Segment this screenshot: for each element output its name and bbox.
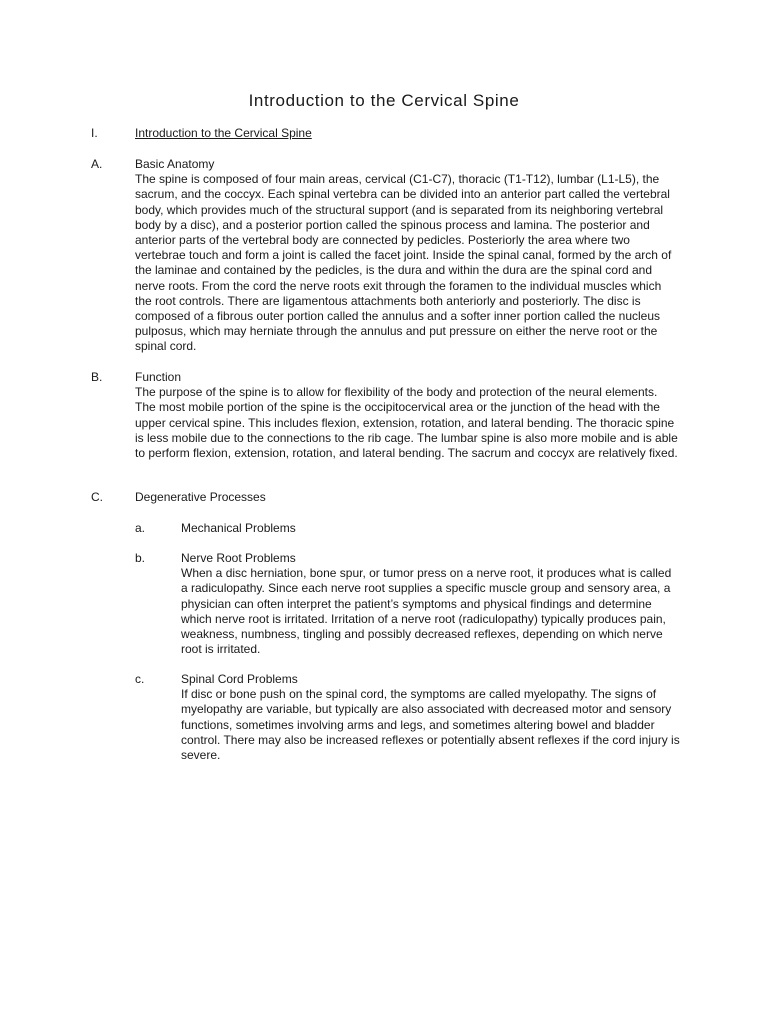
section-i-heading: Introduction to the Cervical Spine xyxy=(135,126,312,140)
sub-a-marker: a. xyxy=(135,521,146,535)
sub-b-body: When a disc herniation, bone spur, or tumor press on a nerve root, it produces what is called a radiculopathy. Since each nerve root supplies a specific muscle group and sensory area, a physician can often interpret the patient’s symptoms and physical findings and determine which nerve root is irritated. Irritation of a nerve root (radiculopathy) typically produces pain, weakness, numbness, tingling and possibly decreased reflexes, depending on which nerve root is irritated. xyxy=(181,566,672,657)
section-b-marker: B. xyxy=(91,370,103,384)
section-c-heading: Degenerative Processes xyxy=(135,490,266,504)
sub-c-body: If disc or bone push on the spinal cord, the symptoms are called myelopathy. The signs of myelopathy are variable, but typically are also associated with decreased motor and sensory functions, sometimes involving arms and legs, and sometimes altering bowel and bladder control. There may also be increased reflexes or potentially absent reflexes if the cord injury is severe. xyxy=(181,687,680,763)
section-c-marker: C. xyxy=(91,490,103,504)
sub-c-heading: Spinal Cord Problems xyxy=(181,672,298,686)
sub-c xyxy=(181,672,681,763)
section-a-body: The spine is composed of four main areas, cervical (C1-C7), thoracic (T1-T12), lumbar (L1-L5), the sacrum, and the coccyx. Each spinal vertebra can be divided into an anterior part called the vertebral body, which provides much of the structural support (and is separated from its neighboring vertebral body by a disc), and a posterior portion called the spinous process and lamina. The posterior and anterior parts of the vertebral body are connected by pedicles. Posteriorly the area where two vertebrae touch and form a joint is called the facet joint. Inside the spinal canal, formed by the arch of the laminae and contained by the pedicles, is the dura and within the dura are the spinal cord and nerve roots. From the cord the nerve roots exit through the foramen to the individual muscles which the root controls. There are ligamentous attachments both anteriorly and posteriorly. The disc is composed of a fibrous outer portion called the annulus and a softer inner portion called the nucleus pulposus, which may herniate through the annulus and put pressure on either the nerve root or the spinal cord. xyxy=(135,172,672,354)
section-i-marker: I. xyxy=(91,126,98,140)
sub-b-heading: Nerve Root Problems xyxy=(181,551,296,565)
page-title: Introduction to the Cervical Spine xyxy=(248,91,520,110)
sub-b-marker: b. xyxy=(135,551,146,565)
sub-c-marker: c. xyxy=(135,672,145,686)
section-b-body: The purpose of the spine is to allow for flexibility of the body and protection of the neural elements. The most mobile portion of the spine is the occipitocervical area or the junction of the head with the upper cervical spine. This includes flexion, extension, rotation, and lateral bending. The thoracic spine is less mobile due to the connections to the rib cage. The lumbar spine is also more mobile and is able to perform flexion, extension, rotation, and lateral bending. The sacrum and coccyx are relatively fixed. xyxy=(135,385,678,461)
section-a-heading: Basic Anatomy xyxy=(135,157,215,171)
section-a xyxy=(135,157,680,355)
section-b xyxy=(135,370,680,461)
section-b-heading: Function xyxy=(135,370,182,384)
section-a-marker: A. xyxy=(91,157,103,171)
sub-a-heading: Mechanical Problems xyxy=(181,521,296,535)
sub-b xyxy=(181,551,681,657)
